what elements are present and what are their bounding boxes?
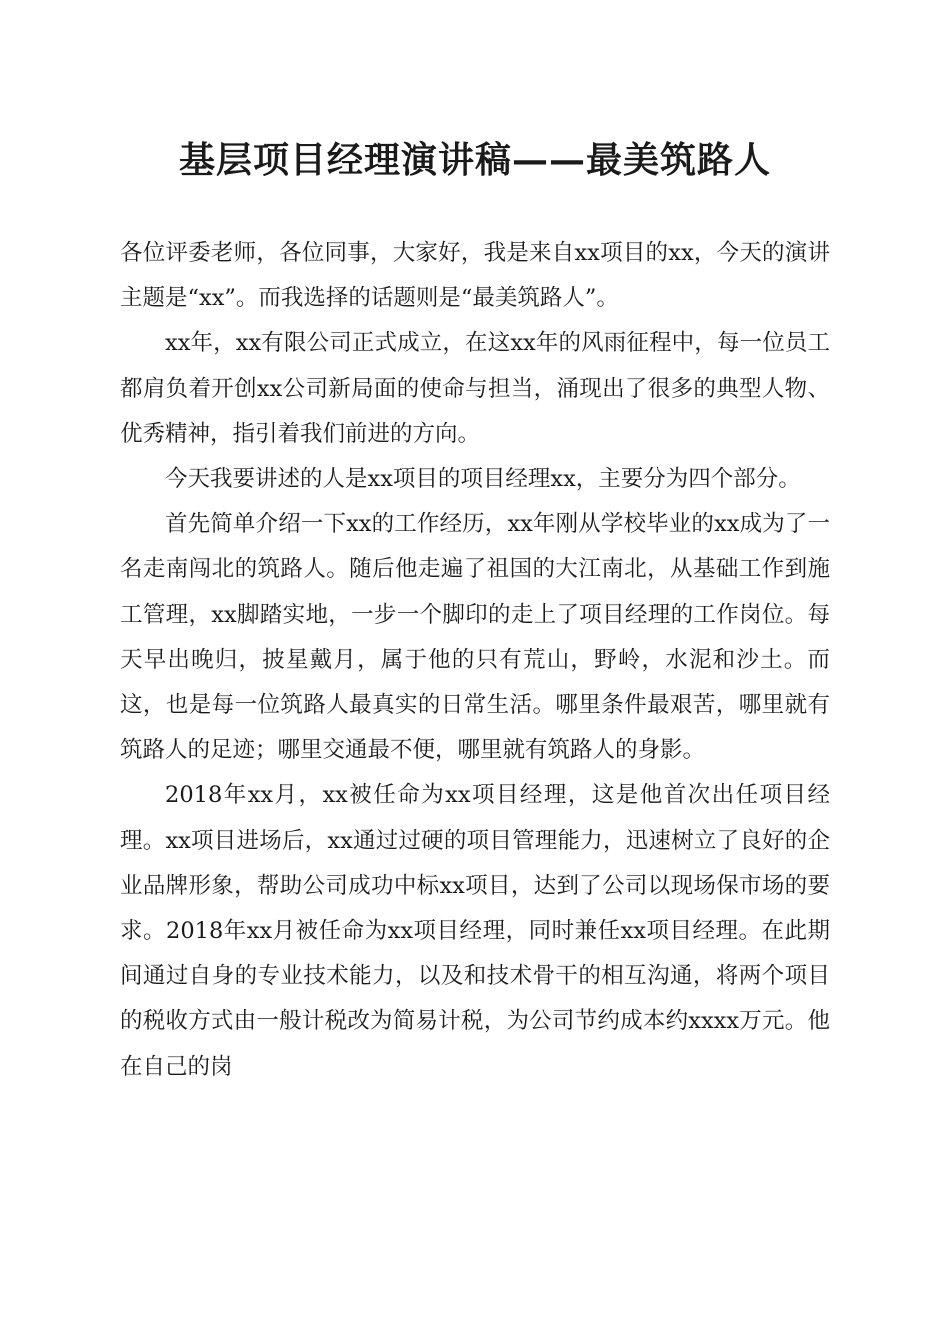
document-body (120, 231, 830, 1090)
paragraph-company-intro: xx年，xx有限公司正式成立，在这xx年的风雨征程中，每一位员工都肩负着开创xx公司新局面的使命与担当，涌现出了很多的典型人物、优秀精神，指引着我们前进的方向。 (120, 330, 830, 447)
paragraph-work-history: 首先简单介绍一下xx的工作经历，xx年刚从学校毕业的xx成为了一名走南闯北的筑路人。随后他走遍了祖国的大江南北，从基础工作到施工管理，xx脚踏实地，一步一个脚印的走上了项目经理的工作岗位。每天早出晚归，披星戴月，属于他的只有荒山，野岭，水泥和沙土。而这，也是每一位筑路人最真实的日常生活。哪里条件最艰苦，哪里就有筑路人的足迹；哪里交通最不便，哪里就有筑路人的身影。 (120, 511, 830, 764)
paragraph-greeting: 各位评委老师，各位同事，大家好，我是来自xx项目的xx，今天的演讲主题是“xx”。而我选择的话题则是“最美筑路人”。 (120, 240, 830, 312)
document-title: 基层项目经理演讲稿——最美筑路人 (178, 139, 771, 181)
paragraph-project-manager: 2018年xx月，xx被任命为xx项目经理，这是他首次出任项目经理。xx项目进场后，xx通过过硬的项目管理能力，迅速树立了良好的企业品牌形象，帮助公司成功中标xx项目，达到了公司以现场保市场的要求。2018年xx月被任命为xx项目经理，同时兼任xx项目经理。在此期间通过自身的专业技术能力，以及和技术骨干的相互沟通，将两个项目的税收方式由一般计税改为简易计税，为公司节约成本约xxxx万元。他在自己的岗 (120, 782, 830, 1080)
paragraph-topic-intro: 今天我要讲述的人是xx项目的项目经理xx，主要分为四个部分。 (165, 466, 801, 493)
